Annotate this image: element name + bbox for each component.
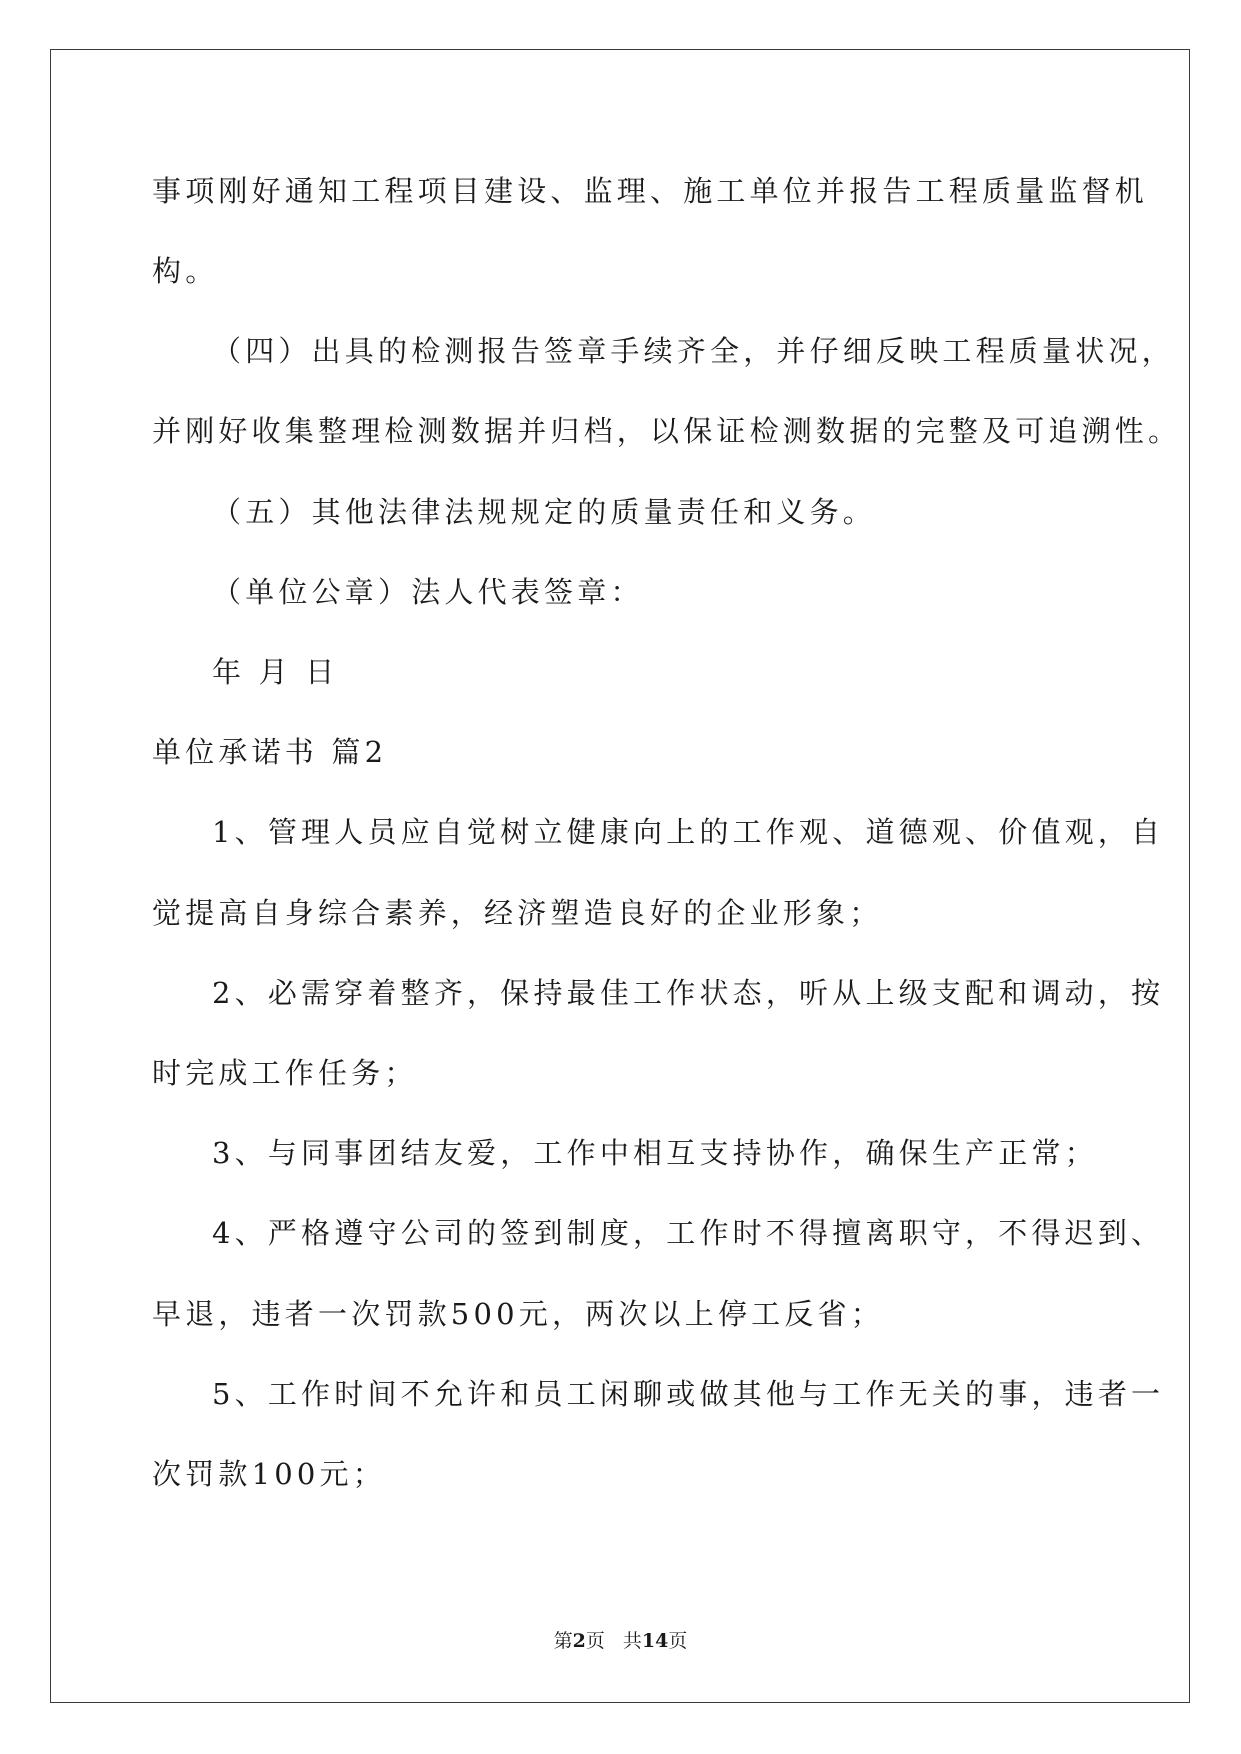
body-line-10: 觉提高自身综合素养，经济塑造良好的企业形象； [152, 896, 883, 930]
total-suffix: 页 [668, 1630, 688, 1652]
body-line-17: 次罚款100元； [152, 1457, 386, 1491]
body-line-16: 5、工作时间不允许和员工闲聊或做其他与工作无关的事，违者一 [212, 1377, 1165, 1411]
section-heading: 单位承诺书 篇2 [152, 735, 388, 769]
page-suffix: 页 [585, 1630, 605, 1652]
signature-line: （单位公章）法人代表签章： [212, 575, 644, 609]
total-prefix: 共 [622, 1630, 642, 1652]
body-line-14: 4、严格遵守公司的签到制度，工作时不得擅离职守，不得迟到、 [212, 1216, 1165, 1250]
body-line-3: （四）出具的检测报告签章手续齐全，并仔细反映工程质量状况， [212, 334, 1175, 368]
body-line-1: 事项刚好通知工程项目建设、监理、施工单位并报告工程质量监督机 [152, 174, 1149, 208]
body-line-5: （五）其他法律法规规定的质量责任和义务。 [212, 495, 877, 529]
body-line-12: 时完成工作任务； [152, 1056, 418, 1090]
body-line-9: 1、管理人员应自觉树立健康向上的工作观、道德观、价值观，自 [212, 815, 1165, 849]
date-line: 年 月 日 [212, 655, 339, 689]
body-line-11: 2、必需穿着整齐，保持最佳工作状态，听从上级支配和调动，按 [212, 976, 1165, 1010]
page-footer [0, 1628, 1241, 1654]
page-current: 2 [572, 1630, 586, 1652]
total-pages: 14 [641, 1630, 669, 1652]
page-prefix: 第 [553, 1630, 573, 1652]
body-line-4: 并刚好收集整理检测数据并归档，以保证检测数据的完整及可追溯性。 [152, 414, 1182, 448]
body-line-2: 构。 [152, 254, 219, 288]
body-line-13: 3、与同事团结友爱，工作中相互支持协作，确保生产正常； [212, 1136, 1098, 1170]
body-line-15: 早退，违者一次罚款500元，两次以上停工反省； [152, 1297, 884, 1331]
